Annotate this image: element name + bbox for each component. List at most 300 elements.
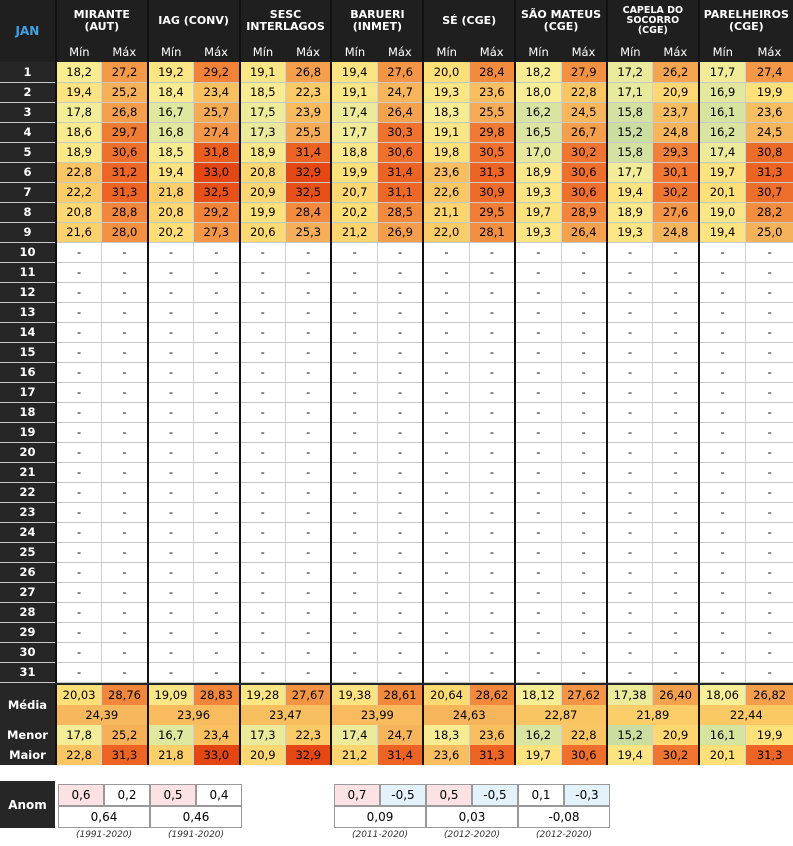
- empty-cell: -: [286, 342, 332, 362]
- empty-cell: -: [746, 382, 793, 402]
- min-temp-cell: 21,2: [331, 222, 377, 242]
- empty-cell: -: [331, 602, 377, 622]
- max-temp-cell: 22,3: [286, 82, 332, 102]
- min-temp-cell: 17,0: [515, 142, 561, 162]
- empty-cell: -: [286, 622, 332, 642]
- max-temp-cell: 32,5: [194, 182, 240, 202]
- max-temp-cell: 27,9: [561, 62, 607, 82]
- empty-cell: -: [423, 342, 469, 362]
- empty-cell: -: [561, 482, 607, 502]
- empty-cell: -: [469, 662, 515, 682]
- empty-cell: -: [607, 602, 653, 622]
- empty-cell: -: [653, 602, 699, 622]
- min-temp-cell: 19,4: [148, 162, 194, 182]
- mean-min-cell: 18,06: [699, 685, 746, 705]
- max-temp-cell: 25,3: [286, 222, 332, 242]
- empty-cell: -: [102, 462, 148, 482]
- table-row: [0, 582, 793, 602]
- table-row: [0, 402, 793, 422]
- maior-max-cell: 31,3: [102, 745, 148, 765]
- empty-cell: -: [423, 262, 469, 282]
- empty-cell: -: [286, 402, 332, 422]
- empty-cell: -: [286, 562, 332, 582]
- mean-min-cell: 19,38: [331, 685, 377, 705]
- empty-cell: -: [331, 342, 377, 362]
- empty-cell: -: [148, 582, 194, 602]
- empty-cell: -: [469, 442, 515, 462]
- empty-cell: -: [148, 442, 194, 462]
- empty-cell: -: [377, 662, 423, 682]
- empty-cell: -: [148, 362, 194, 382]
- anomaly-label: Anom: [0, 781, 55, 828]
- anomaly-mean: -0,08: [518, 806, 610, 828]
- max-temp-cell: 30,9: [469, 182, 515, 202]
- empty-cell: -: [194, 602, 240, 622]
- day-label: 3: [0, 102, 56, 122]
- empty-cell: -: [240, 442, 286, 462]
- empty-cell: -: [469, 622, 515, 642]
- min-temp-cell: 22,0: [423, 222, 469, 242]
- day-label: 9: [0, 222, 56, 242]
- empty-cell: -: [469, 502, 515, 522]
- table-row: [0, 202, 793, 222]
- maior-max-cell: 31,4: [377, 745, 423, 765]
- anomaly-mean: 0,03: [426, 806, 518, 828]
- empty-cell: -: [148, 282, 194, 302]
- empty-cell: -: [377, 242, 423, 262]
- table-row: [0, 182, 793, 202]
- empty-cell: -: [240, 362, 286, 382]
- empty-cell: -: [653, 522, 699, 542]
- empty-cell: -: [423, 482, 469, 502]
- empty-cell: -: [469, 522, 515, 542]
- table-row: [0, 322, 793, 342]
- media-label: Média: [0, 685, 56, 725]
- empty-cell: -: [469, 582, 515, 602]
- empty-cell: -: [561, 442, 607, 462]
- empty-cell: -: [561, 382, 607, 402]
- empty-cell: -: [194, 482, 240, 502]
- table-row: [0, 162, 793, 182]
- station-header: PARELHEIROS (CGE): [699, 0, 793, 42]
- table-row: [0, 62, 793, 82]
- empty-cell: -: [746, 322, 793, 342]
- mean-max-cell: 28,62: [469, 685, 515, 705]
- day-label: 12: [0, 282, 56, 302]
- table-row: [0, 342, 793, 362]
- empty-cell: -: [699, 662, 746, 682]
- max-temp-cell: 30,6: [561, 182, 607, 202]
- maior-max-cell: 31,3: [746, 745, 793, 765]
- max-temp-cell: 28,5: [377, 202, 423, 222]
- min-subheader: Mín: [240, 42, 286, 62]
- max-temp-cell: 27,6: [377, 62, 423, 82]
- empty-cell: -: [653, 262, 699, 282]
- empty-cell: -: [653, 542, 699, 562]
- max-temp-cell: 29,3: [653, 142, 699, 162]
- min-temp-cell: 18,5: [148, 142, 194, 162]
- max-temp-cell: 31,8: [194, 142, 240, 162]
- empty-cell: -: [286, 482, 332, 502]
- min-temp-cell: 19,7: [699, 162, 746, 182]
- min-temp-cell: 18,9: [240, 142, 286, 162]
- empty-cell: -: [194, 242, 240, 262]
- min-temp-cell: 16,5: [515, 122, 561, 142]
- empty-cell: -: [102, 242, 148, 262]
- max-temp-cell: 27,6: [653, 202, 699, 222]
- empty-cell: -: [699, 322, 746, 342]
- empty-cell: -: [746, 622, 793, 642]
- min-temp-cell: 18,0: [515, 82, 561, 102]
- table-row: [0, 602, 793, 622]
- mean-avg-cell: 23,47: [240, 705, 332, 725]
- table-row: [0, 442, 793, 462]
- empty-cell: -: [653, 502, 699, 522]
- empty-cell: -: [377, 302, 423, 322]
- empty-cell: -: [607, 242, 653, 262]
- empty-cell: -: [286, 602, 332, 622]
- empty-cell: -: [515, 602, 561, 622]
- empty-cell: -: [423, 642, 469, 662]
- min-temp-cell: 15,8: [607, 142, 653, 162]
- anomaly-reference-period: (1991-2020): [167, 830, 225, 840]
- empty-cell: -: [240, 582, 286, 602]
- min-temp-cell: 17,8: [56, 102, 102, 122]
- maior-min-cell: 20,1: [699, 745, 746, 765]
- empty-cell: -: [377, 262, 423, 282]
- table-row: [0, 522, 793, 542]
- empty-cell: -: [469, 542, 515, 562]
- min-temp-cell: 17,7: [607, 162, 653, 182]
- empty-cell: -: [56, 382, 102, 402]
- max-temp-cell: 28,4: [469, 62, 515, 82]
- anomaly-min: 0,5: [426, 784, 472, 806]
- empty-cell: -: [423, 442, 469, 462]
- empty-cell: -: [377, 342, 423, 362]
- max-temp-cell: 25,5: [286, 122, 332, 142]
- empty-cell: -: [286, 522, 332, 542]
- min-temp-cell: 21,8: [148, 182, 194, 202]
- max-temp-cell: 31,4: [286, 142, 332, 162]
- menor-max-cell: 20,9: [653, 725, 699, 745]
- empty-cell: -: [653, 242, 699, 262]
- empty-cell: -: [423, 542, 469, 562]
- empty-cell: -: [377, 282, 423, 302]
- max-subheader: Máx: [746, 42, 793, 62]
- day-label: 27: [0, 582, 56, 602]
- empty-cell: -: [286, 422, 332, 442]
- menor-max-cell: 19,9: [746, 725, 793, 745]
- empty-cell: -: [194, 342, 240, 362]
- maior-max-cell: 30,2: [653, 745, 699, 765]
- min-temp-cell: 19,1: [240, 62, 286, 82]
- day-label: 15: [0, 342, 56, 362]
- empty-cell: -: [148, 262, 194, 282]
- mean-max-cell: 27,62: [561, 685, 607, 705]
- empty-cell: -: [194, 502, 240, 522]
- table-row: [0, 562, 793, 582]
- max-temp-cell: 27,4: [194, 122, 240, 142]
- empty-cell: -: [469, 282, 515, 302]
- empty-cell: -: [194, 442, 240, 462]
- max-temp-cell: 24,5: [561, 102, 607, 122]
- min-temp-cell: 18,9: [56, 142, 102, 162]
- empty-cell: -: [423, 602, 469, 622]
- max-temp-cell: 33,0: [194, 162, 240, 182]
- anomaly-mean: 0,46: [150, 806, 242, 828]
- menor-max-cell: 22,3: [286, 725, 332, 745]
- min-temp-cell: 20,8: [148, 202, 194, 222]
- empty-cell: -: [515, 562, 561, 582]
- empty-cell: -: [102, 262, 148, 282]
- empty-cell: -: [746, 262, 793, 282]
- empty-cell: -: [699, 382, 746, 402]
- empty-cell: -: [56, 622, 102, 642]
- empty-cell: -: [194, 402, 240, 422]
- empty-cell: -: [607, 542, 653, 562]
- maior-min-cell: 22,8: [56, 745, 102, 765]
- empty-cell: -: [102, 482, 148, 502]
- min-temp-cell: 20,2: [148, 222, 194, 242]
- empty-cell: -: [331, 622, 377, 642]
- empty-cell: -: [746, 242, 793, 262]
- empty-cell: -: [515, 482, 561, 502]
- empty-cell: -: [746, 362, 793, 382]
- empty-cell: -: [653, 302, 699, 322]
- empty-cell: -: [515, 342, 561, 362]
- day-label: 28: [0, 602, 56, 622]
- empty-cell: -: [515, 362, 561, 382]
- day-label: 18: [0, 402, 56, 422]
- day-label: 29: [0, 622, 56, 642]
- max-temp-cell: 23,9: [286, 102, 332, 122]
- empty-cell: -: [423, 302, 469, 322]
- menor-max-cell: 24,7: [377, 725, 423, 745]
- empty-cell: -: [423, 362, 469, 382]
- anomaly-mean: 0,09: [334, 806, 426, 828]
- empty-cell: -: [331, 442, 377, 462]
- empty-cell: -: [515, 622, 561, 642]
- empty-cell: -: [653, 622, 699, 642]
- day-label: 14: [0, 322, 56, 342]
- empty-cell: -: [56, 362, 102, 382]
- empty-cell: -: [561, 462, 607, 482]
- empty-cell: -: [286, 262, 332, 282]
- anomaly-max: -0,5: [380, 784, 426, 806]
- empty-cell: -: [56, 242, 102, 262]
- empty-cell: -: [423, 582, 469, 602]
- table-row: [0, 102, 793, 122]
- empty-cell: -: [102, 562, 148, 582]
- anomaly-section: [0, 781, 793, 846]
- min-temp-cell: 20,8: [56, 202, 102, 222]
- empty-cell: -: [746, 422, 793, 442]
- empty-cell: -: [423, 382, 469, 402]
- max-temp-cell: 24,5: [746, 122, 793, 142]
- empty-cell: -: [194, 382, 240, 402]
- mean-avg-cell: 24,39: [56, 705, 148, 725]
- max-temp-cell: 23,7: [653, 102, 699, 122]
- empty-cell: -: [102, 382, 148, 402]
- empty-cell: -: [286, 362, 332, 382]
- max-temp-cell: 28,9: [561, 202, 607, 222]
- empty-cell: -: [240, 622, 286, 642]
- empty-cell: -: [515, 662, 561, 682]
- min-temp-cell: 19,3: [515, 182, 561, 202]
- empty-cell: -: [607, 342, 653, 362]
- max-temp-cell: 25,2: [102, 82, 148, 102]
- max-temp-cell: 27,4: [746, 62, 793, 82]
- min-temp-cell: 16,2: [515, 102, 561, 122]
- min-temp-cell: 19,7: [515, 202, 561, 222]
- max-temp-cell: 26,4: [377, 102, 423, 122]
- empty-cell: -: [102, 542, 148, 562]
- empty-cell: -: [515, 402, 561, 422]
- max-temp-cell: 19,9: [746, 82, 793, 102]
- min-temp-cell: 19,2: [148, 62, 194, 82]
- empty-cell: -: [286, 662, 332, 682]
- empty-cell: -: [56, 482, 102, 502]
- empty-cell: -: [653, 642, 699, 662]
- empty-cell: -: [56, 442, 102, 462]
- empty-cell: -: [240, 262, 286, 282]
- max-subheader: Máx: [561, 42, 607, 62]
- maior-max-cell: 31,3: [469, 745, 515, 765]
- max-temp-cell: 28,8: [102, 202, 148, 222]
- empty-cell: -: [607, 462, 653, 482]
- empty-cell: -: [653, 442, 699, 462]
- empty-cell: -: [148, 642, 194, 662]
- max-temp-cell: 30,1: [653, 162, 699, 182]
- menor-max-cell: 22,8: [561, 725, 607, 745]
- table-row: [0, 502, 793, 522]
- empty-cell: -: [607, 662, 653, 682]
- empty-cell: -: [653, 482, 699, 502]
- max-temp-cell: 26,8: [286, 62, 332, 82]
- min-temp-cell: 22,2: [56, 182, 102, 202]
- anomaly-max: -0,5: [472, 784, 518, 806]
- empty-cell: -: [561, 642, 607, 662]
- empty-cell: -: [102, 502, 148, 522]
- day-label: 5: [0, 142, 56, 162]
- mean-avg-cell: 22,87: [515, 705, 607, 725]
- empty-cell: -: [607, 422, 653, 442]
- max-temp-cell: 31,3: [102, 182, 148, 202]
- empty-cell: -: [746, 562, 793, 582]
- empty-cell: -: [377, 362, 423, 382]
- empty-cell: -: [469, 462, 515, 482]
- table-row: [0, 362, 793, 382]
- empty-cell: -: [469, 342, 515, 362]
- empty-cell: -: [286, 282, 332, 302]
- empty-cell: -: [469, 482, 515, 502]
- empty-cell: -: [607, 362, 653, 382]
- anomaly-reference-period: (2012-2020): [535, 830, 593, 840]
- min-subheader: Mín: [423, 42, 469, 62]
- empty-cell: -: [286, 382, 332, 402]
- empty-cell: -: [561, 582, 607, 602]
- empty-cell: -: [148, 562, 194, 582]
- table-row: [0, 142, 793, 162]
- mean-min-cell: 19,09: [148, 685, 194, 705]
- maior-label: Maior: [0, 745, 56, 765]
- max-temp-cell: 31,1: [377, 182, 423, 202]
- day-label: 31: [0, 662, 56, 682]
- menor-min-cell: 16,1: [699, 725, 746, 745]
- min-temp-cell: 20,7: [331, 182, 377, 202]
- max-temp-cell: 25,5: [469, 102, 515, 122]
- anomaly-mean: 0,64: [58, 806, 150, 828]
- empty-cell: -: [240, 402, 286, 422]
- min-subheader: Mín: [331, 42, 377, 62]
- empty-cell: -: [331, 282, 377, 302]
- empty-cell: -: [699, 462, 746, 482]
- empty-cell: -: [561, 402, 607, 422]
- max-temp-cell: 28,4: [286, 202, 332, 222]
- empty-cell: -: [746, 442, 793, 462]
- empty-cell: -: [148, 322, 194, 342]
- empty-cell: -: [515, 442, 561, 462]
- empty-cell: -: [653, 562, 699, 582]
- min-temp-cell: 17,1: [607, 82, 653, 102]
- empty-cell: -: [194, 582, 240, 602]
- empty-cell: -: [194, 562, 240, 582]
- empty-cell: -: [331, 462, 377, 482]
- empty-cell: -: [286, 582, 332, 602]
- table-row: [0, 622, 793, 642]
- empty-cell: -: [561, 242, 607, 262]
- empty-cell: -: [377, 602, 423, 622]
- empty-cell: -: [746, 522, 793, 542]
- empty-cell: -: [699, 502, 746, 522]
- day-label: 11: [0, 262, 56, 282]
- min-temp-cell: 19,1: [331, 82, 377, 102]
- empty-cell: -: [423, 402, 469, 422]
- empty-cell: -: [515, 582, 561, 602]
- empty-cell: -: [102, 362, 148, 382]
- empty-cell: -: [148, 502, 194, 522]
- empty-cell: -: [148, 662, 194, 682]
- day-label: 10: [0, 242, 56, 262]
- station-header: MIRANTE (AUT): [56, 0, 148, 42]
- day-label: 19: [0, 422, 56, 442]
- empty-cell: -: [699, 442, 746, 462]
- maior-max-cell: 33,0: [194, 745, 240, 765]
- day-label: 4: [0, 122, 56, 142]
- empty-cell: -: [148, 602, 194, 622]
- station-header: CAPELA DO SOCORRO (CGE): [607, 0, 699, 42]
- max-temp-cell: 30,7: [746, 182, 793, 202]
- empty-cell: -: [746, 462, 793, 482]
- empty-cell: -: [102, 642, 148, 662]
- empty-cell: -: [607, 482, 653, 502]
- anomaly-max: -0,3: [564, 784, 610, 806]
- min-temp-cell: 17,5: [240, 102, 286, 122]
- empty-cell: -: [699, 562, 746, 582]
- empty-cell: -: [423, 322, 469, 342]
- empty-cell: -: [423, 662, 469, 682]
- empty-cell: -: [331, 362, 377, 382]
- empty-cell: -: [286, 442, 332, 462]
- station-header: SESC INTERLAGOS: [240, 0, 332, 42]
- menor-max-cell: 23,4: [194, 725, 240, 745]
- empty-cell: -: [423, 562, 469, 582]
- max-temp-cell: 28,2: [746, 202, 793, 222]
- anomaly-min: 0,6: [58, 784, 104, 806]
- empty-cell: -: [56, 642, 102, 662]
- min-temp-cell: 19,4: [699, 222, 746, 242]
- empty-cell: -: [377, 382, 423, 402]
